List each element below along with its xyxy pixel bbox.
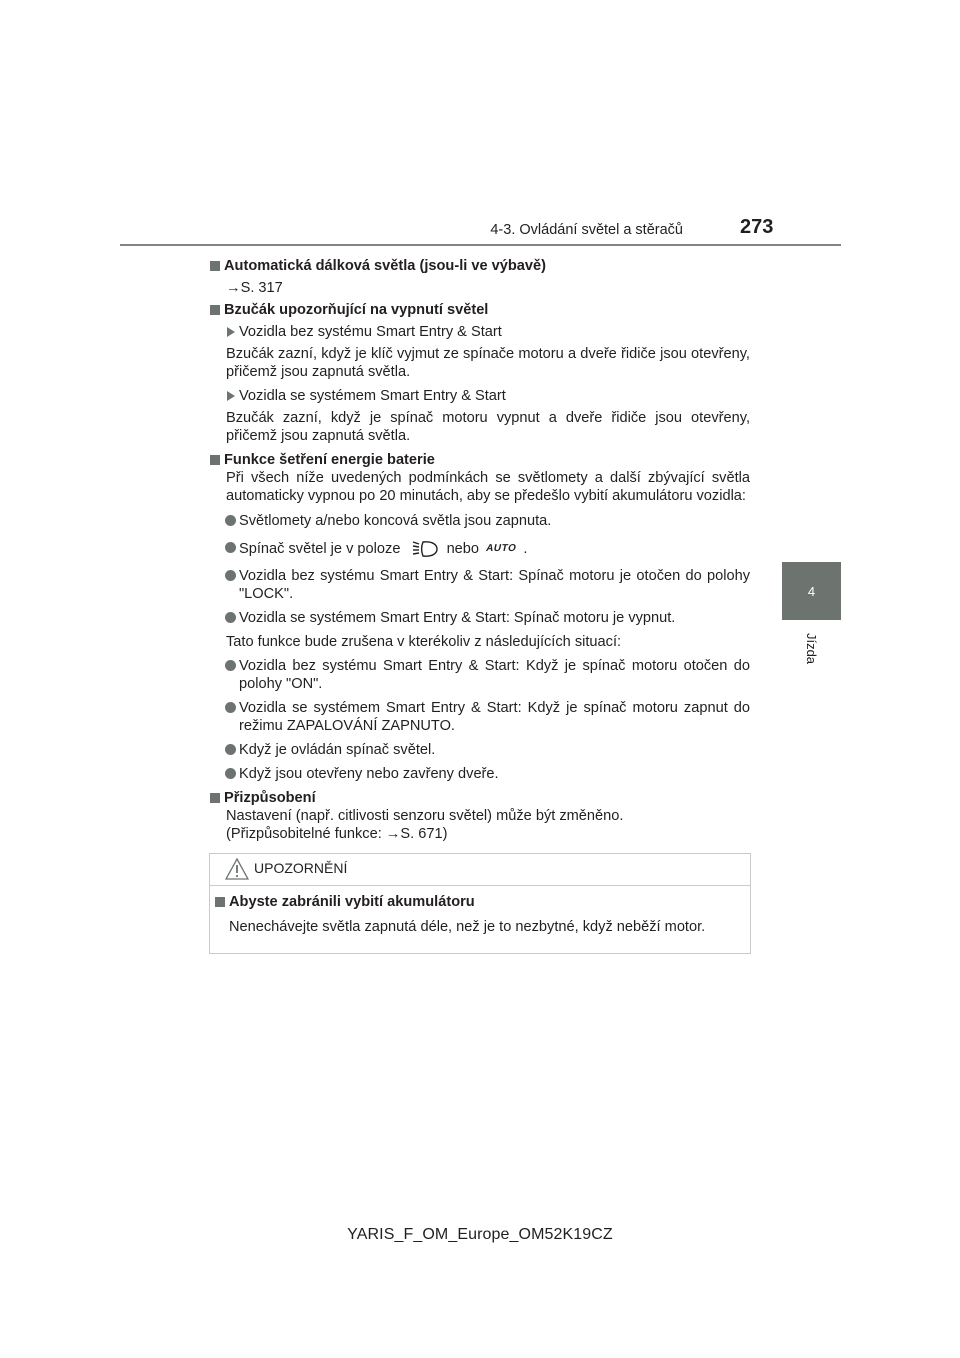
list-item: Vozidla se systémem Smart Entry & Start: Když je spínač motoru zapnut do režimu ZAPALOVÁNÍ ZAPNUTO.	[210, 699, 750, 735]
section-heading-customization: Přizpůsobení	[210, 789, 750, 807]
warning-title: Abyste zabránili vybití akumulátoru	[215, 893, 745, 911]
square-bullet-icon	[210, 793, 220, 803]
warning-triangle-icon	[225, 858, 249, 880]
section-heading-auto-high-beam: Automatická dálková světla (jsou-li ve výbavě)	[210, 257, 750, 275]
square-bullet-icon	[215, 897, 225, 907]
square-bullet-icon	[210, 455, 220, 465]
list-item: Když jsou otevřeny nebo zavřeny dveře.	[210, 765, 750, 783]
sub-heading-with-smart-entry: Vozidla se systémem Smart Entry & Start	[210, 387, 750, 405]
paragraph: Tato funkce bude zrušena v kterékoliv z následujících situací:	[226, 634, 622, 650]
section-heading-battery: Funkce šetření energie baterie	[210, 451, 750, 469]
paragraph: (Přizpůsobitelné funkce: →S. 671)	[226, 826, 448, 842]
paragraph: Bzučák zazní, když je spínač motoru vypnut a dveře řidiče jsou otevřeny, přičemž jsou zapnutá světla.	[226, 410, 750, 444]
paragraph: Bzučák zazní, když je klíč vyjmut ze spínače motoru a dveře řidiče jsou otevřeny, přičemž jsou zapnutá světla.	[226, 346, 750, 380]
circle-bullet-icon	[225, 702, 236, 713]
page-number: 273	[740, 216, 774, 238]
document-footer: YARIS_F_OM_Europe_OM52K19CZ	[347, 1226, 613, 1243]
chapter-number: 4	[807, 583, 816, 599]
list-item: Světlomety a/nebo koncová světla jsou zapnuta.	[210, 512, 750, 530]
square-bullet-icon	[210, 261, 220, 271]
section-header: 4-3. Ovládání světel a stěračů	[490, 222, 683, 238]
triangle-bullet-icon	[227, 391, 235, 401]
circle-bullet-icon	[225, 542, 236, 553]
chapter-tab	[782, 562, 841, 620]
chapter-label-container	[787, 628, 837, 668]
circle-bullet-icon	[225, 744, 236, 755]
chapter-label: Jízda	[804, 632, 820, 664]
square-bullet-icon	[210, 305, 220, 315]
warning-heading: UPOZORNĚNÍ	[254, 860, 348, 876]
warning-box	[209, 853, 751, 954]
warning-body	[215, 893, 745, 936]
warning-header	[210, 854, 750, 886]
section-heading-buzzer: Bzučák upozorňující na vypnutí světel	[210, 301, 750, 319]
sub-heading-without-smart-entry: Vozidla bez systému Smart Entry & Start	[210, 323, 750, 341]
page-reference: →S. 317	[226, 280, 283, 296]
list-item: Když je ovládán spínač světel.	[210, 741, 750, 759]
header-divider	[120, 244, 841, 246]
circle-bullet-icon	[225, 570, 236, 581]
list-item: Vozidla bez systému Smart Entry & Start: Spínač motoru je otočen do polohy "LOCK".	[210, 567, 750, 603]
circle-bullet-icon	[225, 768, 236, 779]
list-item: Vozidla bez systému Smart Entry & Start: Když je spínač motoru otočen do polohy "ON".	[210, 657, 750, 693]
circle-bullet-icon	[225, 660, 236, 671]
list-item: Vozidla se systémem Smart Entry & Start: Spínač motoru je vypnut.	[210, 609, 750, 627]
warning-text: Nenechávejte světla zapnutá déle, než je to nezbytné, když neběží motor.	[229, 919, 706, 935]
list-item: Spínač světel je v poloze nebo AUTO .	[210, 539, 750, 559]
circle-bullet-icon	[225, 612, 236, 623]
paragraph: Nastavení (např. citlivosti senzoru světel) může být změněno.	[226, 808, 624, 824]
triangle-bullet-icon	[227, 327, 235, 337]
headlight-icon	[409, 539, 439, 559]
main-content	[210, 254, 750, 843]
auto-icon: AUTO	[485, 543, 518, 554]
paragraph: Při všech níže uvedených podmínkách se světlomety a další zbývající světla automaticky vypnou po 20 minutách, aby se předešlo vybití akumulátoru vozidla:	[226, 470, 750, 504]
circle-bullet-icon	[225, 515, 236, 526]
